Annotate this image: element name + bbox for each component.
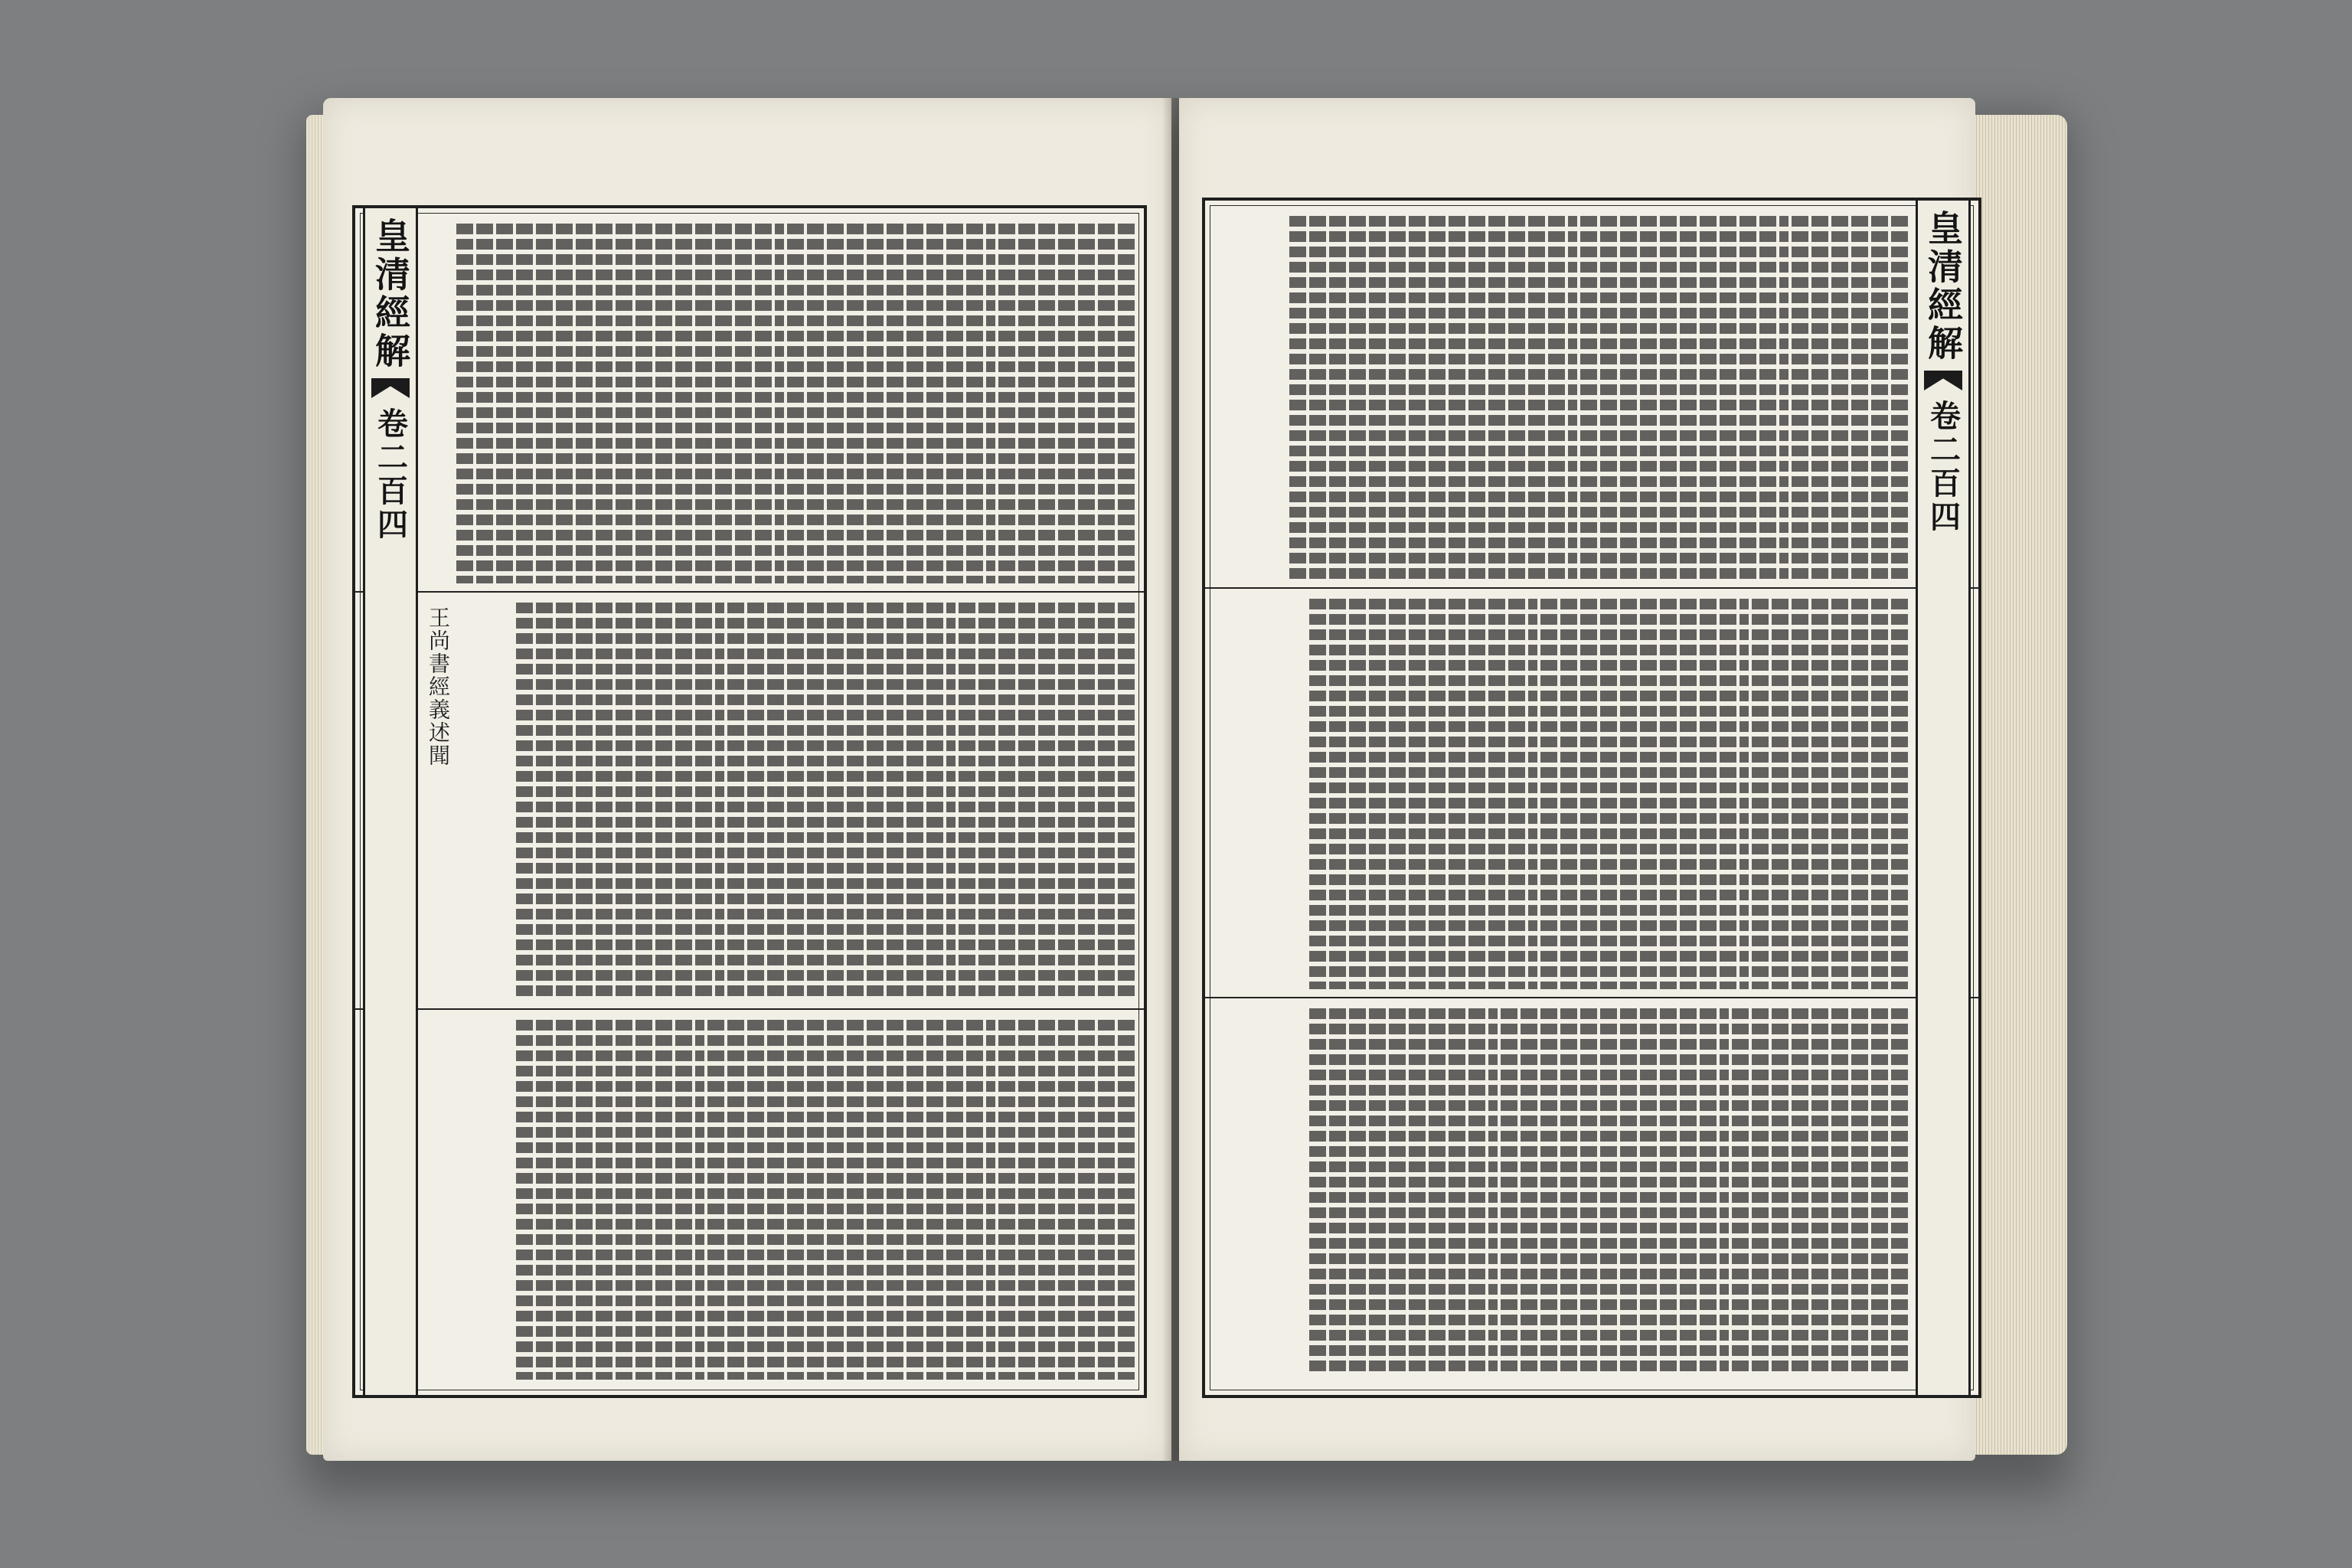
left-text-middle [432, 603, 1136, 1001]
right-register-line-1 [1205, 587, 1978, 589]
right-text-bottom [1216, 1008, 1909, 1376]
left-section-note: 王尚書經義述聞 [426, 606, 451, 767]
right-fishtail-mark [1924, 371, 1962, 390]
left-text-top-right [432, 224, 1136, 583]
left-register-line-2 [355, 1008, 1144, 1010]
right-register-line-2 [1205, 997, 1978, 998]
right-running-title-strip [1916, 201, 1971, 1395]
right-page [1179, 98, 1975, 1461]
left-fishtail-mark [371, 378, 410, 398]
left-volume-label: 卷二百四 [372, 407, 409, 542]
right-volume-label: 卷二百四 [1925, 400, 1962, 534]
right-text-top [1216, 216, 1909, 580]
right-text-middle [1216, 599, 1909, 989]
left-register-line-1 [355, 591, 1144, 593]
right-running-title: 皇清經解 [1922, 210, 1964, 363]
left-page [323, 98, 1171, 1461]
left-running-title-strip [363, 208, 418, 1395]
right-text-frame [1202, 198, 1981, 1398]
left-text-frame [352, 205, 1147, 1398]
open-book [306, 92, 2067, 1485]
left-running-title: 皇清經解 [370, 217, 411, 371]
right-page-edges [1968, 115, 2067, 1455]
left-text-bottom [432, 1020, 1136, 1380]
